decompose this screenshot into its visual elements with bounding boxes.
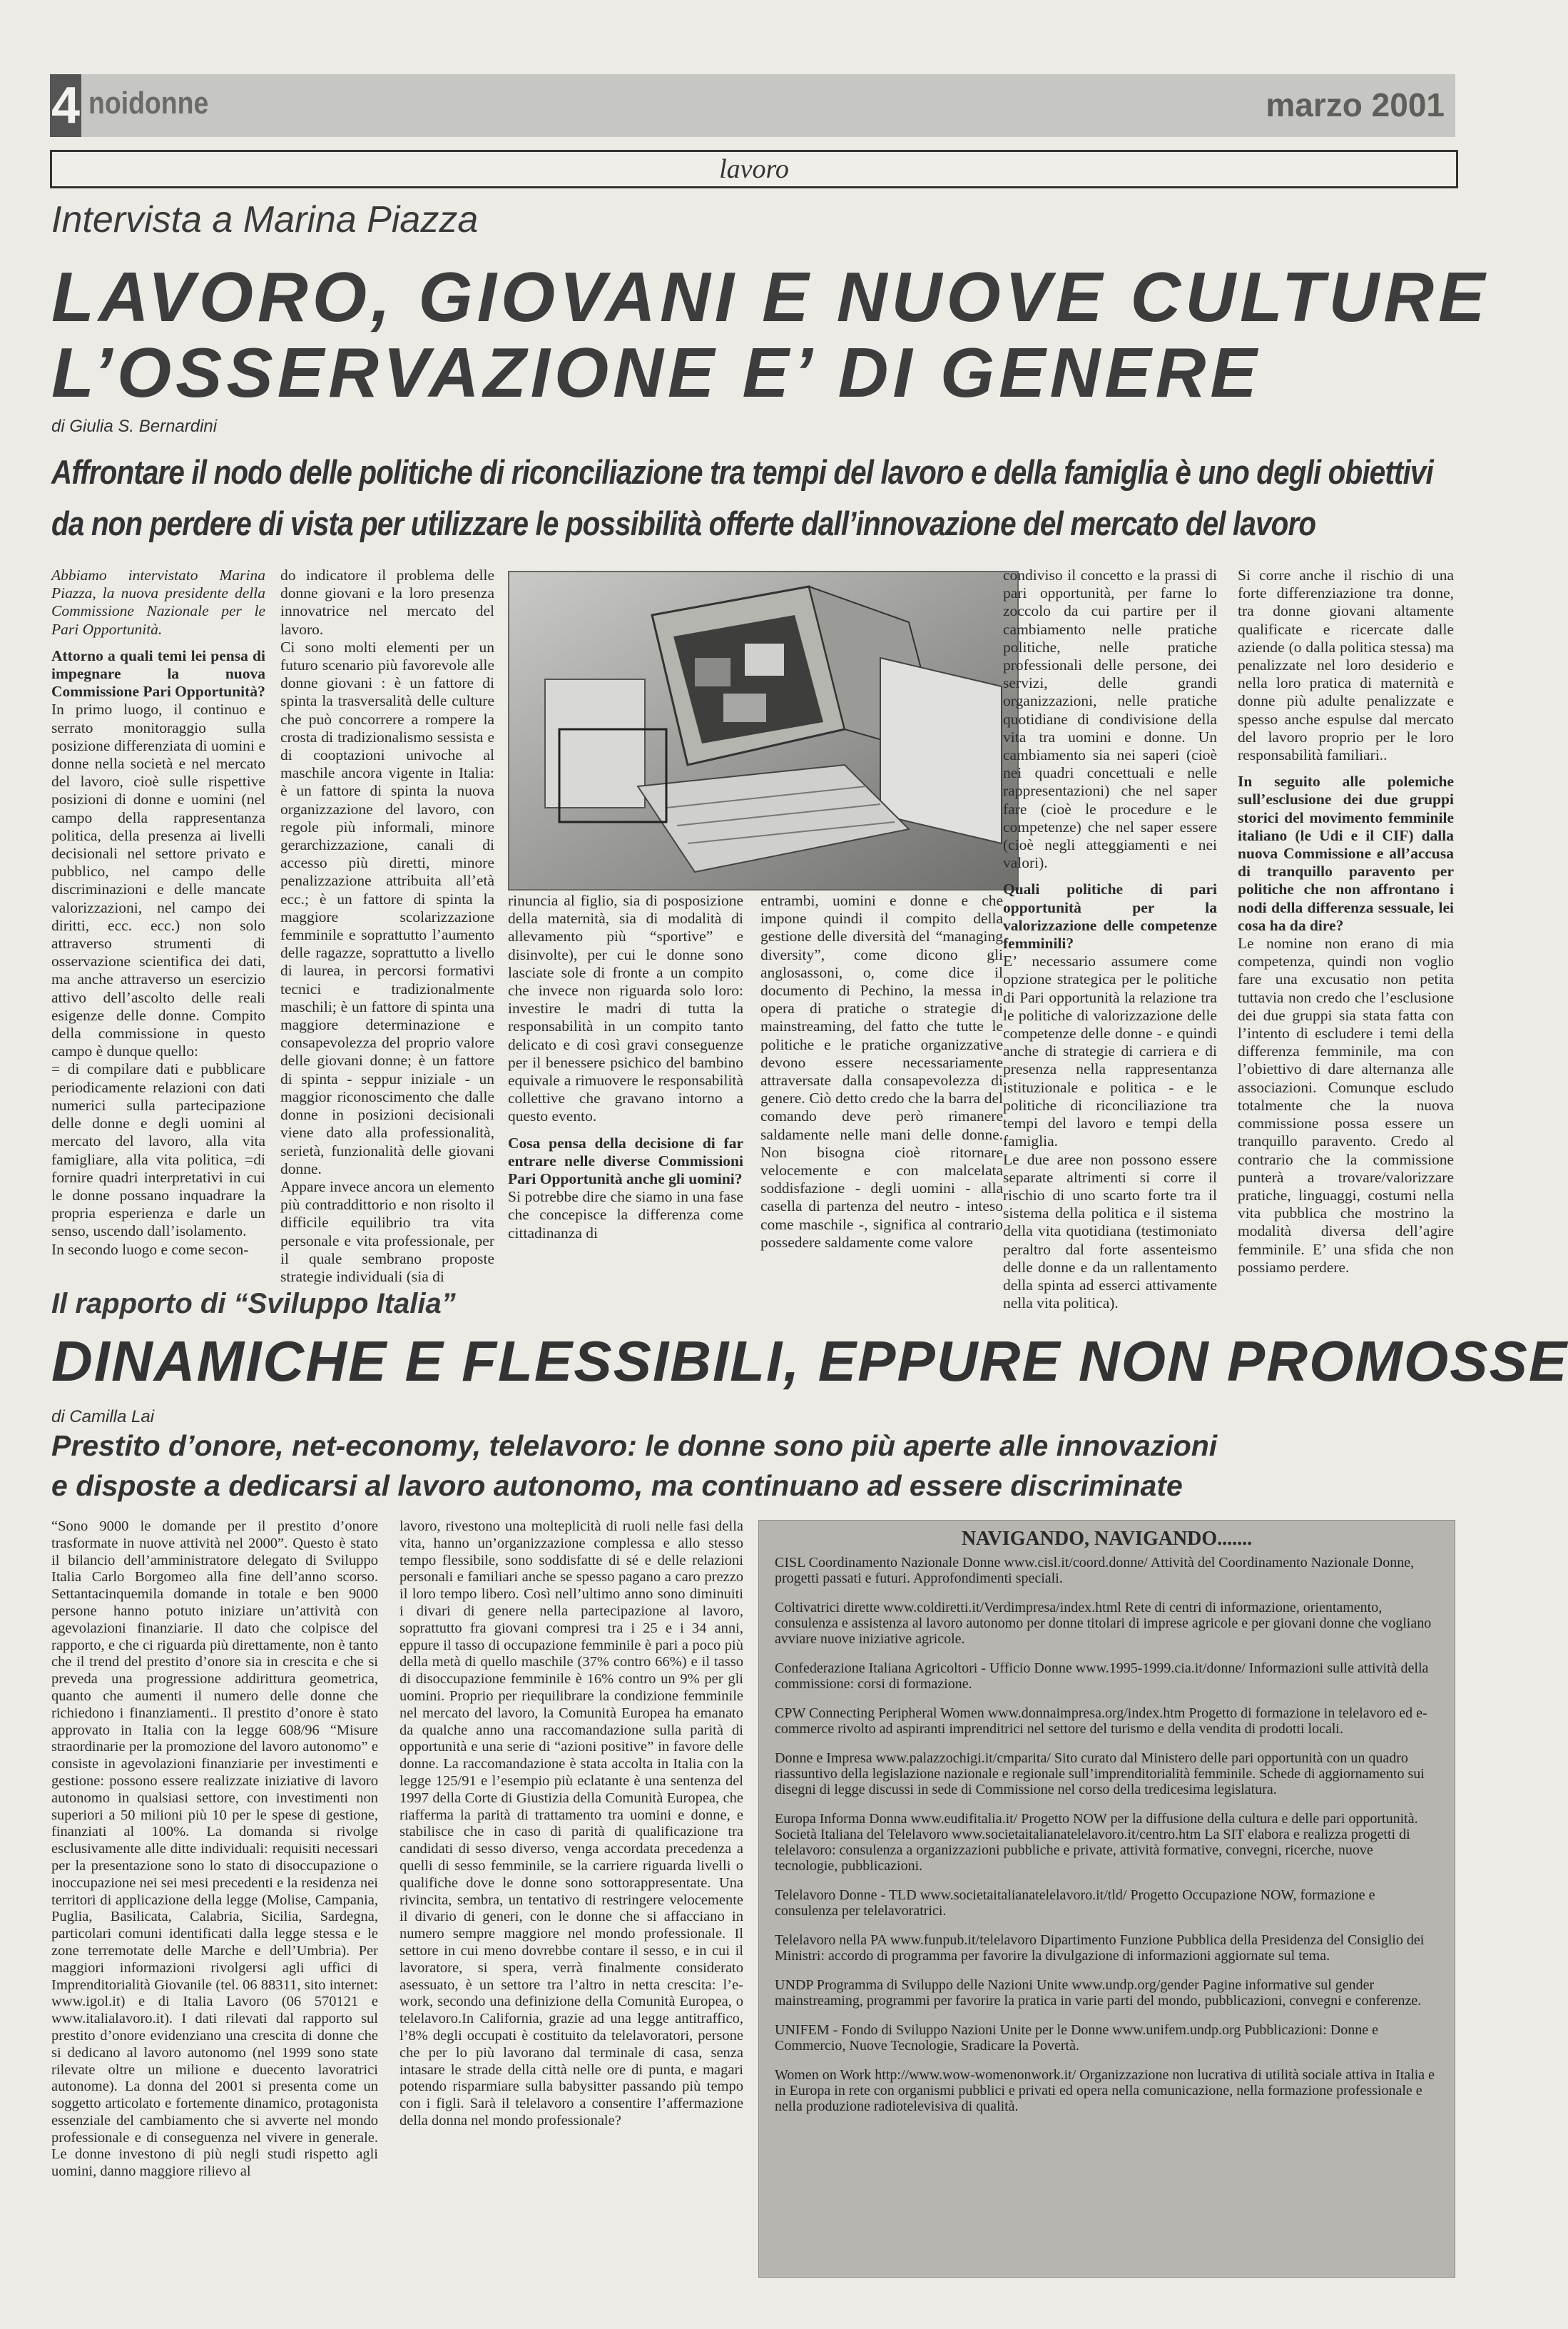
article2-column-2-text: lavoro, rivestono una molteplicità di ruoli nelle fasi della vita, hanno un’organizzazione complessa e allo stesso tempo flessibile, sono soddisfatte di sé e delle relazioni personali e familiari anche se spesso pagano a caro prezzo il loro tempo libero. Così nell’ultimo anno sono diminuiti i divari di genere nella partecipazione al lavoro, soprattutto fra giovani compresi tra i 25 e i 34 anni, eppure il tasso di occupazione femminile è pari a poco più della metà di quello maschile (37% contro 66%) e il tasso di disoccupazione femminile è 16% contro un 9% per gli uomini. Proprio per riequilibrare la condizione femminile nel mercato del lavoro, la Comunità Europea ha emanato da qualche anno una raccomandazione sulla parità di opportunità e una serie di “azioni positive” in favore delle donne. La raccomandazione è stata accolta in Italia con la legge 125/91 e l’esempio più eclatante è una sentenza del 1997 della Corte di Giustizia della Comunità Europea, che riafferma la parità di trattamento tra uomini e donne, e stabilisce che in caso di parità di qualificazione tra candidati di sesso diverso, venga accordata precedenza a quelli di sesso femminile, se la carriere riguarda livelli o qualifiche dove le donne sono sottorappresentate. Una rivincita, sembra, un tentativo di restringere velocemente il divario di generi, con le donne che si affacciano in numero sempre maggiore nel mondo professionale. Il settore in cui meno dovrebbe contare il sesso, e in cui il lavoratore, si spera, verrà finalmente considerato asessuato, è un settore tra l’altro in netta crescita: l’e-work, secondo una definizione della Comunità Europea, o telelavoro.In California, grazie ad una legge antitraffico, l’8% degli occupati è costituito da telelavoratori, persone che per lo più lavorano dal terminale di casa, senza intasare le strade della città nelle ore di punta, e magari potendo risparmiare sulla babysitter passando più tempo con i figli. Sarà il telelavoro a consentire l’affermazione della donna nel mondo professionale?: [399, 1518, 743, 2128]
list-item: Women on Work http://www.wow-womenonwork.it/ Organizzazione non lucrativa di utilità sociale attiva in Italia e in Europa in rete con organismi pubblici e privati ed opera nella comunicazione, nella formazione professionale e nella produzione radiotelevisiva di qualità.: [775, 2067, 1435, 2114]
section-label: lavoro: [719, 154, 789, 184]
article1-column-2: [280, 567, 494, 1285]
list-item: UNIFEM - Fondo di Sviluppo Nazioni Unite per le Donne www.unifem.undp.org Pubblicazioni: Donne e Commercio, Nuove Tecnologie, Sradicare la Povertà.: [775, 2022, 1378, 2054]
issue-date: marzo 2001: [1266, 86, 1445, 123]
masthead-band: [50, 74, 1455, 137]
article1-kicker: Intervista a Marina Piazza: [51, 199, 479, 240]
article1-column-4: [760, 892, 1003, 1277]
sidebar-link-list: [775, 1555, 1439, 2270]
list-item: Confederazione Italiana Agricoltori - Ufficio Donne www.1995-1999.cia.it/donne/ Informazioni sulle attività della commissione: corsi di formazione.: [775, 1660, 1429, 1692]
article2-headline: DINAMICHE E FLESSIBILI, EPPURE NON PROMOSSE: [51, 1329, 1568, 1393]
computer-photo: [508, 571, 1019, 890]
sidebar-title: NAVIGANDO, NAVIGANDO.......: [961, 1528, 1253, 1550]
article2-kicker: Il rapporto di “Sviluppo Italia”: [51, 1288, 456, 1319]
computer-illustration: [509, 572, 1017, 889]
answer-1-part-3: In secondo luogo e come secon-: [51, 1240, 249, 1258]
column-6-part-2: Le nomine non erano di mia competenza, quindi non voglio fare una excusatio non petita tuttavia non credo che l’esclusione dei due gruppi sia stata fatta con l’intento di escludere i temi della differenza femminile, ma con l’obiettivo di dare alternanza alle associazioni. Comunque escludo totalmente che la nuova commissione possa essere un tranquillo paravento. Credo al contrario che la commissione punterà a trovare/valorizzare pratiche, linguaggi, costumi nella vita pubblica che mostrino la modalità diversa dell’agire femminile. E’ una sfida che non possiamo perdere.: [1238, 935, 1454, 1276]
column-6-part-1: Si corre anche il rischio di una forte differenziazione tra donne, tra donne giovani altamente qualificate e ricercate dalle aziende (o dalla politica stessa) ma penalizzate nel loro desiderio e nella loro pratica di maternità e donne più adulte penalizzate e spesso anche espulse dal mercato del lavoro proprio per le loro responsabilità familiari..: [1238, 567, 1454, 764]
article1-deck-line1: Affrontare il nodo delle politiche di riconciliazione tra tempi del lavoro e della famiglia è uno degli obiettivi: [51, 453, 1433, 491]
column-5-part-3: Le due aree non possono essere separate altrimenti si corre il rischio di uno scarto forte tra il sistema della politica e il sistema della vita quotidiana (testimoniato peraltro dal forte assenteismo delle donne e da un rallentamento della spinta ad esserci attivamente nella vita politica).: [1003, 1150, 1217, 1312]
list-item: CPW Connecting Peripheral Women www.donnaimpresa.org/index.htm Progetto di formazione in telelavoro ed e-commerce rivolto ad aspiranti imprenditrici nel settore del turismo e della vendita di prodotti locali.: [775, 1705, 1427, 1737]
article2-deck-line2: e disposte a dedicarsi al lavoro autonomo, ma continuano ad essere discriminate: [51, 1469, 1183, 1502]
interview-intro: Abbiamo intervistato Marina Piazza, la nuova presidente della Commissione Nazionale per le Pari Opportunità.: [51, 567, 265, 638]
article1-deck-line2: da non perdere di vista per utilizzare le possibilità offerte dall’innovazione del mercato del lavoro: [51, 504, 1316, 542]
question-4: In seguito alle polemiche sull’esclusione dei due gruppi storici del movimento femminile italiano (le Udi e il CIF) dalla nuova Commissione e all’accusa di tranquillo paravento per politiche che non affrontano i nodi della differenza sessuale, lei cosa ha da dire?: [1238, 773, 1454, 934]
column-2-part-1: do indicatore il problema delle donne giovani e la loro presenza innovatrice nel mercato del lavoro.: [280, 567, 494, 638]
article2-column-1-text: “Sono 9000 le domande per il prestito d’onore trasformate in nuove attività nel 2000”. Questo è stato il bilancio dell’amministratore delegato di Sviluppo Italia Carlo Borgomeo alla fine dell’anno scorso. Settantacinquemila domande in totale e ben 9000 persone hanno potuto iniziare un’attività con agevolazioni finanziarie. Il dato che colpisce del rapporto, e che ci riguarda più direttamente, non è tanto che il trend del prestito d’onore sia in crescita e che si preveda una progressione addirittura geometrica, quanto che aumenti il numero delle donne che richiedono i finanziamenti.. Il prestito d’onore è stato approvato in Italia con la legge 608/96 “Misure straordinarie per la promozione del lavoro autonomo” e consiste in agevolazioni finanziarie per investimenti e gestione: possono essere realizzate iniziative di lavoro autonomo in qualsiasi settore, con investimenti non superiori a 50 milioni più 10 per le spese di gestione, finanziati al 100%. La domanda si rivolge esclusivamente alle ditte individuali: requisiti necessari per la presentazione sono lo stato di disoccupazione o inoccupazione nei sei mesi precedenti e la residenza nei territori di applicazione della legge (Molise, Campania, Puglia, Basilicata, Calabria, Sicilia, Sardegna, particolari comuni identificati dalla legge stessa e le zone terremotate delle Marche e dell’Umbria). Per maggiori informazioni rivolgersi agli uffici di Imprenditorialità Giovanile (tel. 06 88311, sito internet: www.igol.it) e di Italia Lavoro (06 570121 e www.italialavoro.it). I dati rilevati dal rapporto sul prestito d’onore evidenziano una crescita di donne che si dedicano al lavoro autonomo (nel 1999 sono state rilevate oltre un milione e duecento lavoratrici autonome). La donna del 2001 si presenta come un soggetto articolato e fortemente dinamico, protagonista essenziale del cambiamento che si avverte nel mondo professionale e di conseguenza nel vivere in generale. Le donne investono di più negli studi rispetto agli uomini, danno maggiore rilievo al: [51, 1518, 378, 2180]
column-5-part-1: condiviso il concetto e la prassi di pari opportunità, per farne lo zoccolo da cui partire per il cambiamento nelle pratiche politiche, nelle pratiche professionali delle persone, dei servizi, delle grandi organizzazioni, nelle pratiche quotidiane di condivisione della vita tra uomini e donne. Un cambiamento sia nei saperi (cioè nei quadri concettuali e nelle rappresentazioni) che nel saper fare (cioè le procedure e le competenze) che nel saper essere (cioè negli atteggiamenti e nei valori).: [1003, 567, 1217, 872]
article1-column-6: [1238, 567, 1454, 1277]
links-sidebar: [758, 1520, 1455, 2278]
section-banner: [50, 150, 1458, 188]
article2-byline: di Camilla Lai: [51, 1407, 155, 1426]
question-1: Attorno a quali temi lei pensa di impegnare la nuova Commissione Pari Opportunità?: [51, 646, 265, 701]
publication-name: noidonne: [88, 86, 209, 121]
article2-column-1: [51, 1518, 378, 2275]
article2-deck-line1: Prestito d’onore, net-economy, telelavoro: le donne sono più aperte alle innovazioni: [51, 1429, 1218, 1462]
list-item: Telelavoro nella PA www.funpub.it/telelavoro Dipartimento Funzione Pubblica della Presidenza del Consiglio dei Ministri: accordo di programma per favorire la divulgazione di informazioni aggiornate sul tema.: [775, 1932, 1425, 1964]
question-2: Cosa pensa della decisione di far entrare nelle diverse Commissioni Pari Opportunità anche gli uomini?: [508, 1134, 743, 1188]
list-item: Telelavoro Donne - TLD www.societaitalianatelelavoro.it/tld/ Progetto Occupazione NOW, formazione e consulenza per telelavoratrici.: [775, 1887, 1375, 1919]
list-item: UNDP Programma di Sviluppo delle Nazioni Unite www.undp.org/gender Pagine informative sul gender mainstreaming, programmi per favorire la pratica in varie parti del mondo, pubblicazioni, convegni e conferenze.: [775, 1977, 1422, 2009]
answer-1-part-2: = di compilare dati e pubblicare periodicamente relazioni con dati numerici sulla partecipazione delle donne e degli uomini al mercato del lavoro, alla vita famigliare, alla vita politica, =di fornire quadri interpretativi in cui le donne possano inquadrare la propria esperienza e darle un senso, uscendo dall’isolamento.: [51, 1060, 265, 1240]
list-item: CISL Coordinamento Nazionale Donne www.cisl.it/coord.donne/ Attività del Coordinamento Nazionale Donne, progetti passati e futuri. Approfondimenti speciali.: [775, 1555, 1415, 1586]
article1-headline-line2: L’OSSERVAZIONE E’ DI GENERE: [51, 333, 1261, 412]
column-2-part-2: Ci sono molti elementi per un futuro scenario più favorevole alle donne giovani : è un fattore di spinta la trasversalità delle culture che può concorrere a rompere la crosta di tradizionalismo sessista e di cooptazioni univoche al maschile ancora vigente in Italia: è un fattore di spinta la nuova organizzazione del lavoro, con regole più informali, minore gerarchizzazione, canali di accesso più diretti, minore penalizzazione attribuita all’età ecc.; è un fattore di spinta la maggiore scolarizzazione femminile e soprattutto l’aumento delle ragazze, soprattutto a livello di laurea, in percorsi formativi tecnici e tradizionalmente maschili; è un fattore di spinta una maggiore determinazione e consapevolezza del proprio valore delle giovani donne; è un fattore di spinta - seppur iniziale - un maggior riconoscimento che dalle donne in posizioni decisionali viene dato alla professionalità, serietà, funzionalità delle giovani donne.: [280, 638, 494, 1177]
article2-column-2: [399, 1518, 743, 2275]
page-number: 4: [50, 74, 81, 137]
list-item: Donne e Impresa www.palazzochigi.it/cmparita/ Sito curato dal Ministero delle pari opportunità con un quadro riassuntivo della legislazione nazionale e regionale sull’imprenditorialità femminile. Schede di aggiornamento sui disegni di legge discussi in sede di Commissione nel corso della tredicesima legislatura.: [775, 1750, 1425, 1797]
column-5-part-2: E’ necessario assumere come opzione strategica per le politiche di Pari opportunità la relazione tra le politiche di valorizzazione delle competenze delle donne - e quindi anche di strategie di carriera e di presenza nella rappresentanza istituzionale e politica - e le politiche di riconciliazione tra tempi del lavoro e tempi della famiglia.: [1003, 953, 1217, 1150]
question-3: Quali politiche di pari opportunità per la valorizzazione delle competenze femminili?: [1003, 881, 1217, 953]
list-item: Coltivatrici dirette www.coldiretti.it/Verdimpresa/index.html Rete di centri di informazione, orientamento, consulenza e assistenza al lavoro autonomo per donne titolari di imprese agricole e per giovani donne che vogliano avviare nuove iniziative agricole.: [775, 1600, 1432, 1647]
column-4-part-1: entrambi, uomini e donne e che impone quindi il compito della gestione delle diversità del “managing diversity”, come dicono gli anglosassoni, o, come dice il documento di Pechino, la messa in opera di pratiche o strategie di mainstreaming, del fatto che tutte le politiche e le pratiche organizzative devono essere necessariamente attraversate dalla consapevolezza di genere. Ciò detto credo che la barra del comando deve però rimanere saldamente nelle mani delle donne. Non bisogna cioè ritornare velocemente e con malcelata soddisfazione - degli uomini - alla casella di partenza del neutro - inteso come maschile -, significa al contrario possedere saldamente come valore: [760, 892, 1003, 1251]
answer-1-part-1: In primo luogo, il continuo e serrato monitoraggio sulla posizione differenziata di uomini e donne nella società e nel mercato del lavoro, cioè sulle rispettive posizioni di donne e uomini (nel campo della rappresentanza politica, della presenza ai livelli decisionali nel settore privato e pubblico, nel campo delle discriminazioni e delle mancate valorizzazioni, nel campo dei diritti, ecc. ecc.) non solo attraverso strumenti di osservazione scientifica dei dati, ma anche attraverso un esercizio attivo dell’ascolto delle reali esigenze delle donne. Compito della commissione in questo campo è dunque quello:: [51, 701, 265, 1060]
article1-column-3: [508, 892, 743, 1277]
column-3-part-2: Si potrebbe dire che siamo in una fase che concepisce la differenza come cittadinanza di: [508, 1188, 743, 1242]
article1-column-1: [51, 567, 265, 1277]
column-2-part-3: Appare invece ancora un elemento più contraddittorio e non risolto il difficile equilibrio tra vita personale e vita professionale, per il quale sembrano proposte strategie individuali (sia di: [280, 1177, 494, 1285]
list-item: Europa Informa Donna www.eudifitalia.it/ Progetto NOW per la diffusione della cultura e delle pari opportunità. Società Italiana del Telelavoro www.societaitalianatelelavoro.it/centro.htm La SIT elabora e realizza progetti di telelavoro: consulenza a organizzazioni pubbliche e private, attività formative, convegni, ricerche, nuove tecnologie, pubblicazioni.: [775, 1811, 1418, 1874]
article1-headline-line1: LAVORO, GIOVANI E NUOVE CULTURE: [51, 258, 1490, 336]
article1-column-5: [1003, 567, 1217, 1312]
article1-byline: di Giulia S. Bernardini: [51, 417, 218, 436]
column-3-part-1: rinuncia al figlio, sia di posposizione della maternità, sia di modalità di allevamento più “sportive” e disinvolte), per cui le donne sono lasciate sole di fronte a un compito che invece non riguarda solo loro: investire le madri di tutta la responsabilità in un compito tanto delicato e di così gravi conseguenze per il benessere psichico del bambino equivale a rimuovere le responsabilità collettive che gravano intorno a questo evento.: [508, 892, 743, 1125]
